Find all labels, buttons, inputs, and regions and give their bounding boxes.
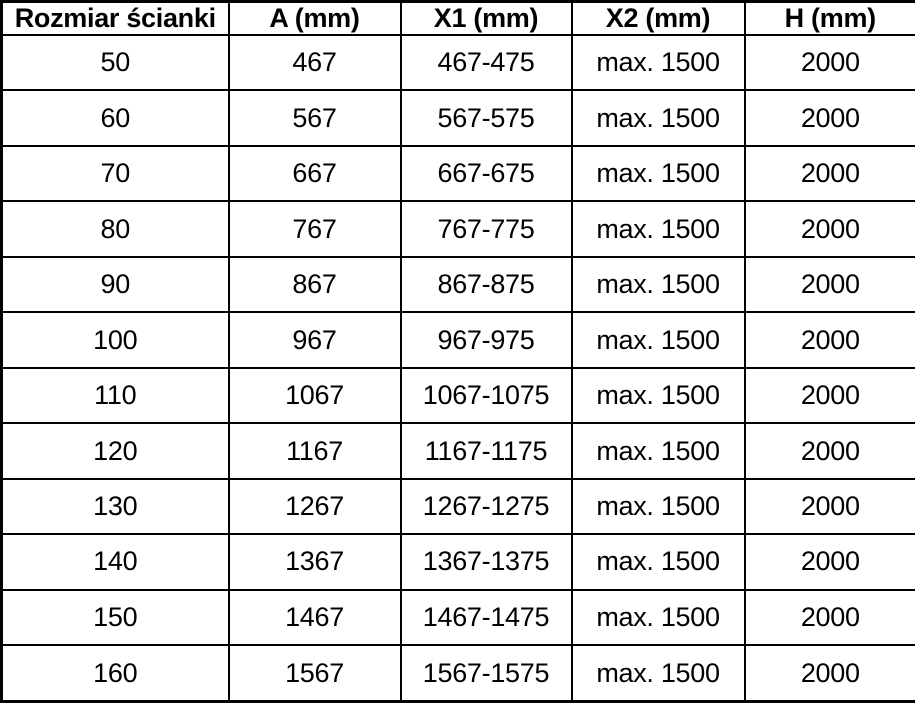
- table-cell: 120: [2, 423, 229, 478]
- table-cell: 1267-1275: [401, 479, 572, 534]
- table-cell: max. 1500: [572, 201, 745, 256]
- table-cell: 140: [2, 534, 229, 589]
- table-cell: max. 1500: [572, 590, 745, 645]
- table-cell: 1167-1175: [401, 423, 572, 478]
- column-header-a-mm: A (mm): [229, 2, 401, 36]
- table-cell: 100: [2, 312, 229, 367]
- table-cell: 150: [2, 590, 229, 645]
- table-cell: 667-675: [401, 146, 572, 201]
- table-cell: 967: [229, 312, 401, 367]
- table-cell: 70: [2, 146, 229, 201]
- table-cell: 1367-1375: [401, 534, 572, 589]
- table-row: [2, 423, 915, 478]
- table-cell: max. 1500: [572, 479, 745, 534]
- table-cell: 160: [2, 645, 229, 701]
- column-header-x2-mm: X2 (mm): [572, 2, 745, 36]
- table-cell: max. 1500: [572, 35, 745, 90]
- table-row: [2, 312, 915, 367]
- table-cell: 2000: [745, 90, 915, 145]
- column-header-x1-mm: X1 (mm): [401, 2, 572, 36]
- table-row: [2, 368, 915, 423]
- table-cell: max. 1500: [572, 312, 745, 367]
- table-row: [2, 146, 915, 201]
- table-cell: max. 1500: [572, 90, 745, 145]
- table-row: [2, 590, 915, 645]
- table-cell: 467: [229, 35, 401, 90]
- table-cell: 2000: [745, 201, 915, 256]
- table-cell: 1067: [229, 368, 401, 423]
- table-cell: 1567-1575: [401, 645, 572, 701]
- table-cell: 2000: [745, 590, 915, 645]
- table-cell: 130: [2, 479, 229, 534]
- table-cell: 867: [229, 257, 401, 312]
- table-cell: 50: [2, 35, 229, 90]
- column-header-rozmiar-scianki: Rozmiar ścianki: [2, 2, 229, 36]
- table-cell: 667: [229, 146, 401, 201]
- table-cell: 90: [2, 257, 229, 312]
- table-cell: 1367: [229, 534, 401, 589]
- table-cell: 2000: [745, 312, 915, 367]
- table-row: [2, 35, 915, 90]
- table-cell: max. 1500: [572, 423, 745, 478]
- table-cell: 1567: [229, 645, 401, 701]
- table-header: [2, 2, 915, 36]
- table-row: [2, 90, 915, 145]
- table-cell: 2000: [745, 146, 915, 201]
- table-cell: 2000: [745, 645, 915, 701]
- table-cell: 767-775: [401, 201, 572, 256]
- table-cell: 1467: [229, 590, 401, 645]
- table-cell: 2000: [745, 257, 915, 312]
- table-row: [2, 479, 915, 534]
- column-header-h-mm: H (mm): [745, 2, 915, 36]
- table-cell: max. 1500: [572, 534, 745, 589]
- table-cell: 60: [2, 90, 229, 145]
- table-cell: 2000: [745, 534, 915, 589]
- header-row: [2, 2, 915, 36]
- table-cell: 2000: [745, 479, 915, 534]
- table-cell: 110: [2, 368, 229, 423]
- table-cell: 2000: [745, 35, 915, 90]
- table-cell: 1267: [229, 479, 401, 534]
- table-cell: 1167: [229, 423, 401, 478]
- table-cell: max. 1500: [572, 257, 745, 312]
- table-row: [2, 257, 915, 312]
- table-cell: 567: [229, 90, 401, 145]
- table-cell: 967-975: [401, 312, 572, 367]
- table-cell: max. 1500: [572, 146, 745, 201]
- table-row: [2, 201, 915, 256]
- table-cell: 867-875: [401, 257, 572, 312]
- table-cell: 1467-1475: [401, 590, 572, 645]
- table-body: [2, 35, 915, 702]
- table-cell: max. 1500: [572, 368, 745, 423]
- table-cell: 1067-1075: [401, 368, 572, 423]
- table-cell: 80: [2, 201, 229, 256]
- table-cell: 2000: [745, 368, 915, 423]
- table-cell: 767: [229, 201, 401, 256]
- table-cell: 467-475: [401, 35, 572, 90]
- table-cell: max. 1500: [572, 645, 745, 701]
- table-cell: 567-575: [401, 90, 572, 145]
- table-row: [2, 534, 915, 589]
- table-cell: 2000: [745, 423, 915, 478]
- table-row: [2, 645, 915, 701]
